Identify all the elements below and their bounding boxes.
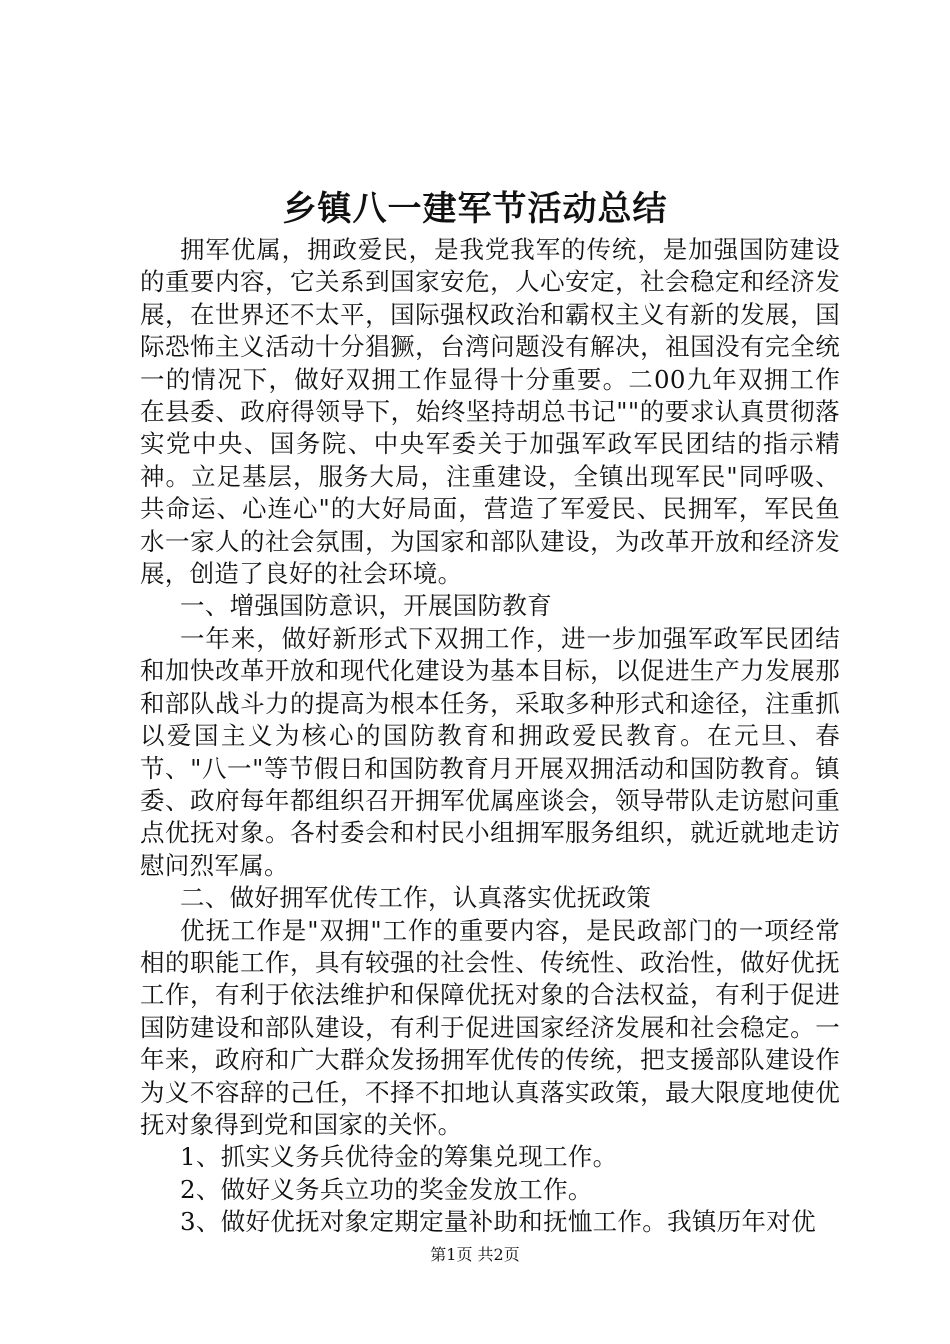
list-item-3: 3、做好优抚对象定期定量补助和抚恤工作。我镇历年对优: [180, 1207, 816, 1237]
section-heading-1: 一、增强国防意识，开展国防教育: [180, 591, 552, 621]
paragraph-section-2: 优抚工作是"双拥"工作的重要内容，是民政部门的一项经常相的职能工作，具有较强的社会性、传统性、政治性，做好优抚工作，有利于依法维护和保障优抚对象的合法权益，有利于促进国防建设和部队建设，有利于促进国家经济发展和社会稳定。一年来，政府和广大群众发扬拥军优传的传统，把支援部队建设作为义不容辞的己任，不择不扣地认真落实政策，最大限度地使优抚对象得到党和国家的关怀。: [140, 915, 840, 1139]
section-heading-2: 二、做好拥军优传工作，认真落实优抚政策: [180, 883, 652, 913]
document-body: [140, 234, 840, 1239]
paragraph-section-1: 一年来，做好新形式下双拥工作，进一步加强军政军民团结和加快改革开放和现代化建设为基本目标，以促进生产力发展那和部队战斗力的提高为根本任务，采取多种形式和途径，注重抓以爱国主义为核心的国防教育和拥政爱民教育。在元旦、春节、"八一"等节假日和国防教育月开展双拥活动和国防教育。镇委、政府每年都组织召开拥军优属座谈会，领导带队走访慰问重点优抚对象。各村委会和村民小组拥军服务组织，就近就地走访慰问烈军属。: [140, 623, 840, 880]
document-title: 乡镇八一建军节活动总结: [282, 189, 668, 229]
list-item-1: 1、抓实义务兵优待金的筹集兑现工作。: [180, 1142, 618, 1172]
paragraph-intro: 拥军优属，拥政爱民，是我党我军的传统，是加强国防建设的重要内容，它关系到国家安危，人心安定，社会稳定和经济发展，在世界还不太平，国际强权政治和霸权主义有新的发展，国际恐怖主义活动十分猖獗，台湾问题没有解决，祖国没有完全统一的情况下，做好双拥工作显得十分重要。二00九年双拥工作在县委、政府得领导下，始终坚持胡总书记""的要求认真贯彻落实党中央、国务院、中央军委关于加强军政军民团结的指示精神。立足基层，服务大局，注重建设，全镇出现军民"同呼吸、共命运、心连心"的大好局面，营造了军爱民、民拥军，军民鱼水一家人的社会氛围，为国家和部队建设，为改革开放和经济发展，创造了良好的社会环境。: [140, 235, 840, 589]
page-footer: 第1页 共2页: [430, 1245, 520, 1264]
list-item-2: 2、做好义务兵立功的奖金发放工作。: [180, 1174, 593, 1204]
